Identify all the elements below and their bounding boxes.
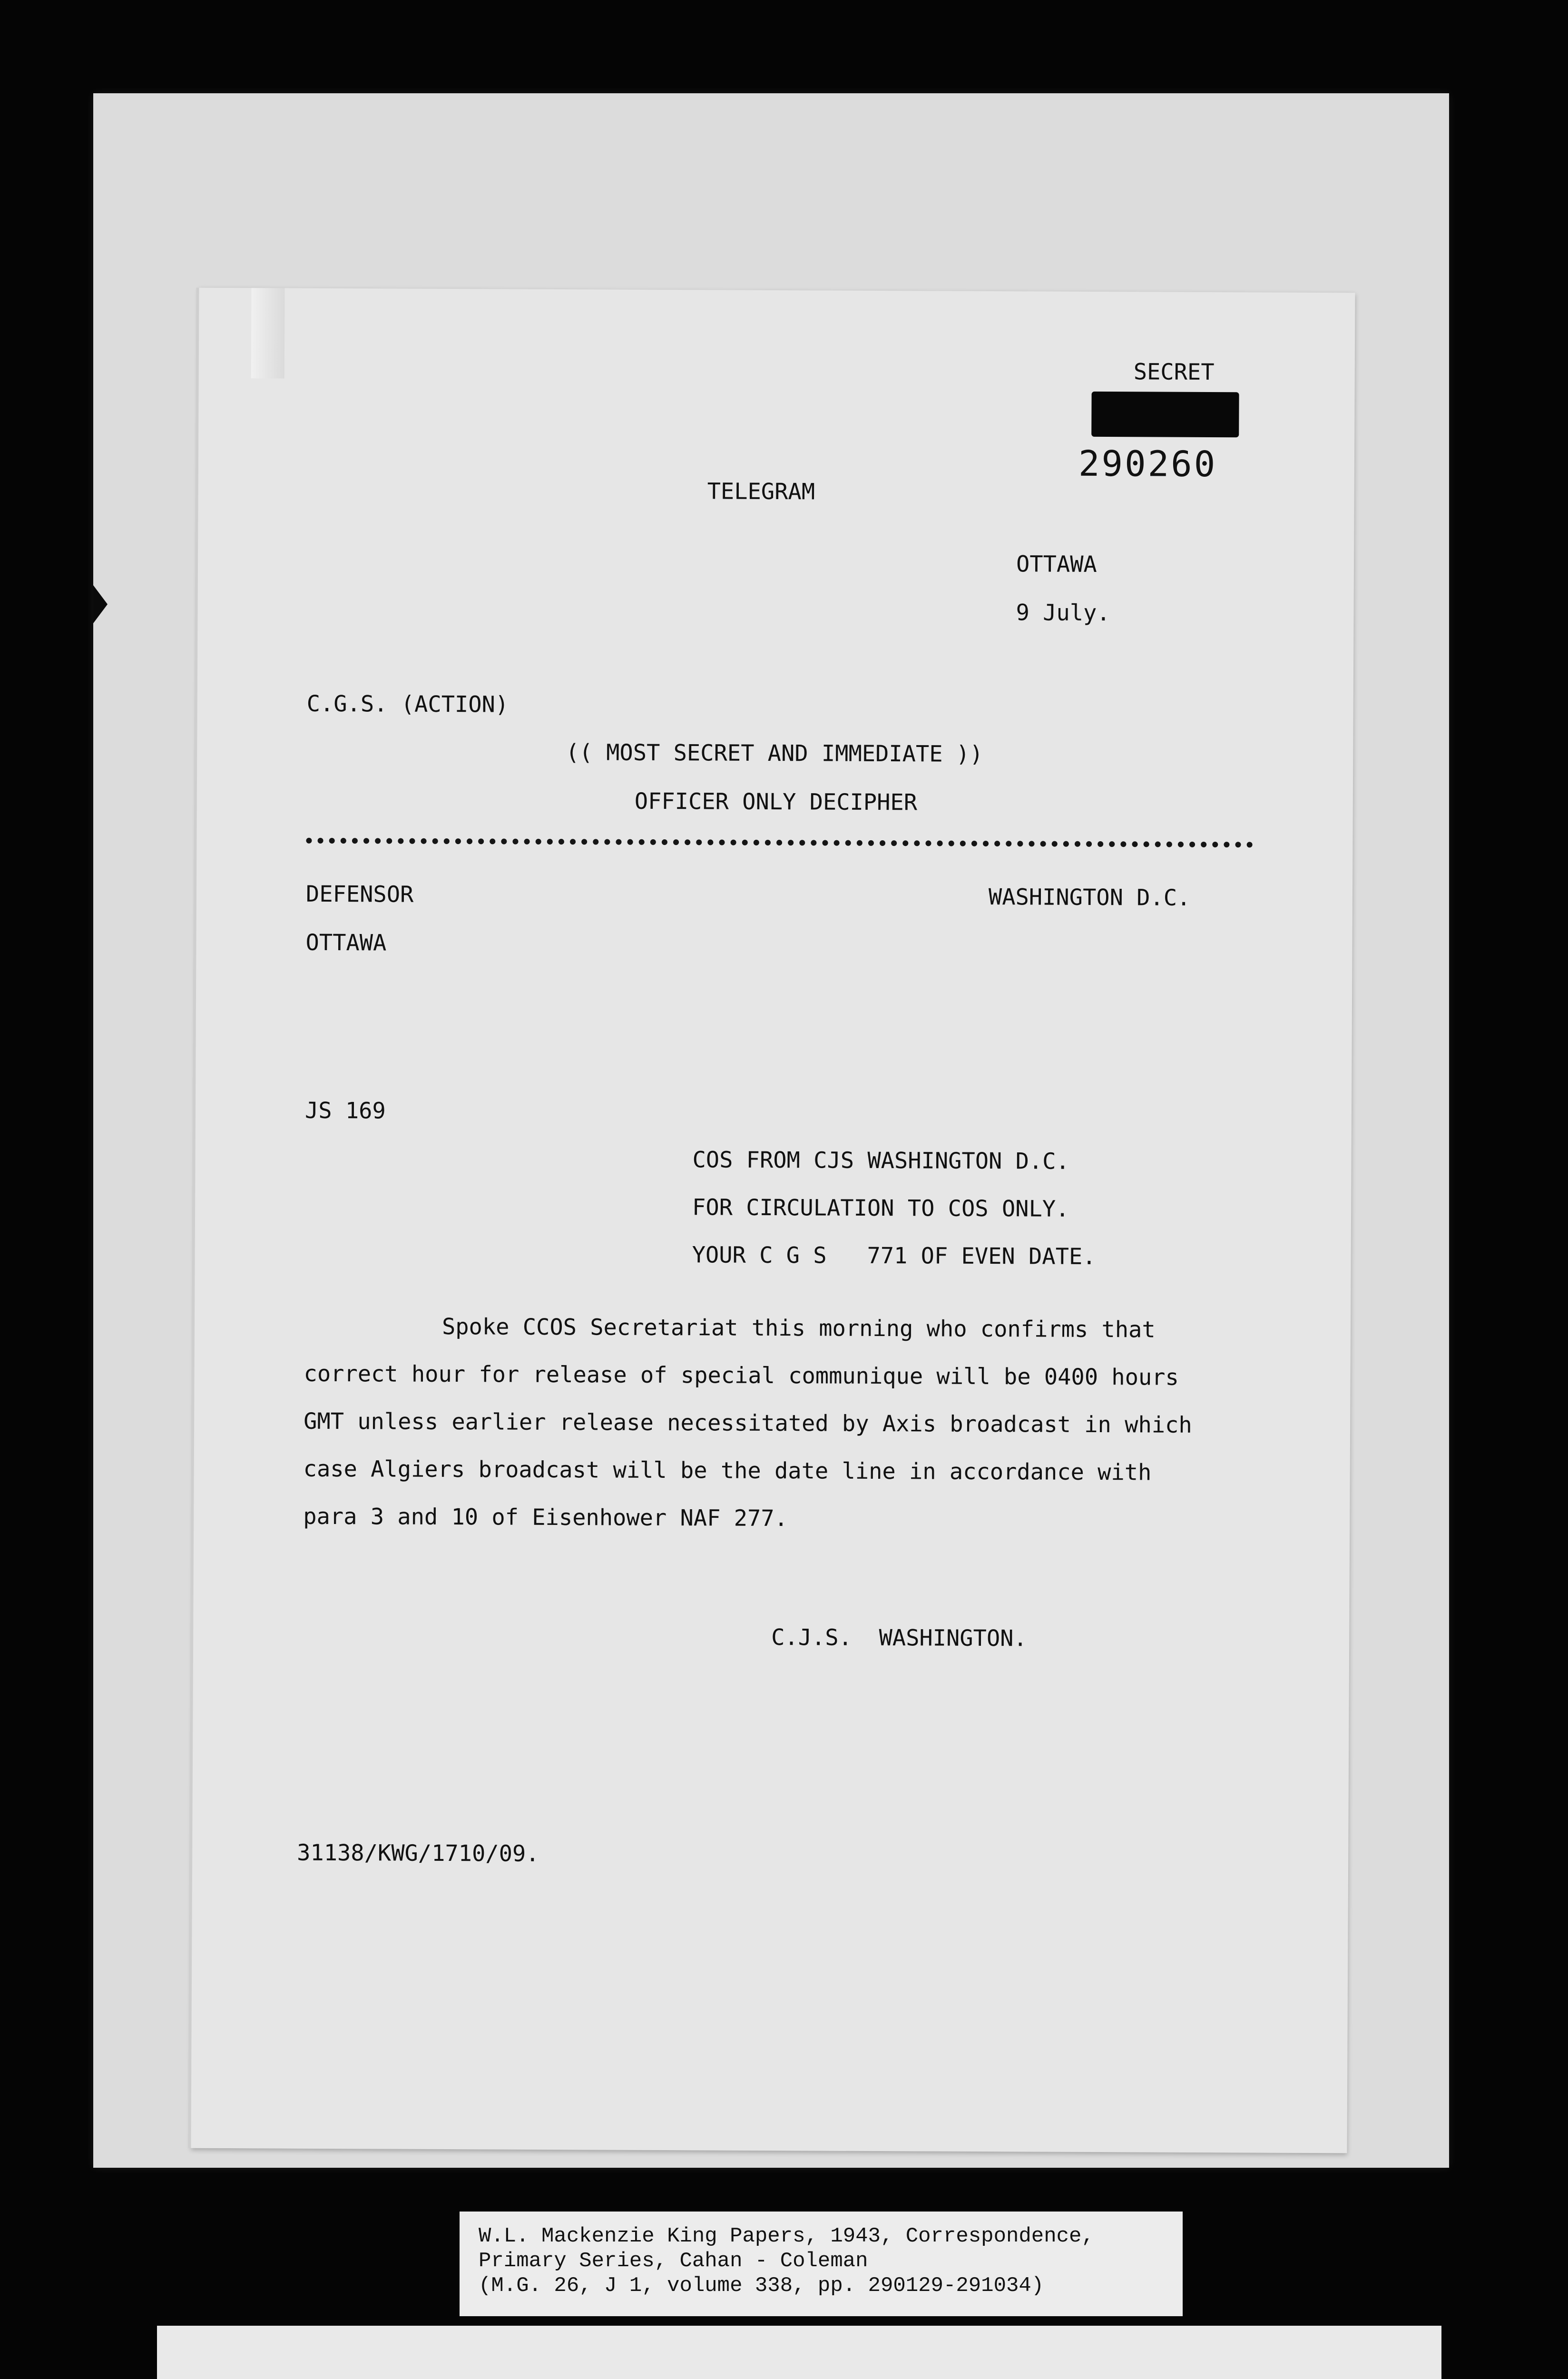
reference-number: JS 169 bbox=[304, 1097, 386, 1124]
citation-line: (M.G. 26, J 1, volume 338, pp. 290129-291034) bbox=[479, 2274, 1044, 2298]
tape-strip bbox=[251, 288, 285, 378]
header-line: FOR CIRCULATION TO COS ONLY. bbox=[692, 1194, 1069, 1222]
priority-line: (( MOST SECRET AND IMMEDIATE )) bbox=[566, 739, 983, 767]
redaction-bar bbox=[1091, 392, 1239, 437]
date-line: 9 July. bbox=[1016, 600, 1110, 627]
dotted-separator bbox=[306, 838, 1253, 848]
body-line: Spoke CCOS Secretariat this morning who confirms that bbox=[441, 1313, 1156, 1343]
signature-line: C.J.S. WASHINGTON. bbox=[771, 1624, 1027, 1652]
archives-banner bbox=[157, 2326, 1441, 2379]
citation-line: Primary Series, Cahan - Coleman bbox=[479, 2249, 868, 2273]
document-title: TELEGRAM bbox=[707, 478, 815, 505]
classification-label: SECRET bbox=[1133, 359, 1215, 386]
to-address: WASHINGTON D.C. bbox=[988, 884, 1191, 911]
left-edge-mark bbox=[93, 585, 108, 623]
handling-line: OFFICER ONLY DECIPHER bbox=[634, 788, 918, 816]
origin-place: OTTAWA bbox=[1016, 551, 1097, 578]
addressee-line: C.G.S. (ACTION) bbox=[306, 690, 509, 718]
header-line: COS FROM CJS WASHINGTON D.C. bbox=[692, 1147, 1069, 1175]
from-city: OTTAWA bbox=[305, 929, 387, 956]
body-line: case Algiers broadcast will be the date line in accordance with bbox=[303, 1455, 1152, 1486]
header-line: YOUR C G S 771 OF EVEN DATE. bbox=[692, 1242, 1096, 1270]
citation-label bbox=[460, 2212, 1183, 2316]
body-line: correct hour for release of special communique will be 0400 hours bbox=[304, 1360, 1179, 1391]
body-line: GMT unless earlier release necessitated by Axis broadcast in which bbox=[304, 1408, 1192, 1438]
document-number-stamp: 290260 bbox=[1078, 443, 1217, 485]
file-reference: 31138/KWG/1710/09. bbox=[297, 1839, 539, 1867]
from-address: DEFENSOR bbox=[305, 881, 414, 908]
citation-line: W.L. Mackenzie King Papers, 1943, Correspondence, bbox=[479, 2224, 1094, 2248]
telegram-sheet bbox=[191, 288, 1355, 2153]
body-line: para 3 and 10 of Eisenhower NAF 277. bbox=[303, 1503, 788, 1532]
